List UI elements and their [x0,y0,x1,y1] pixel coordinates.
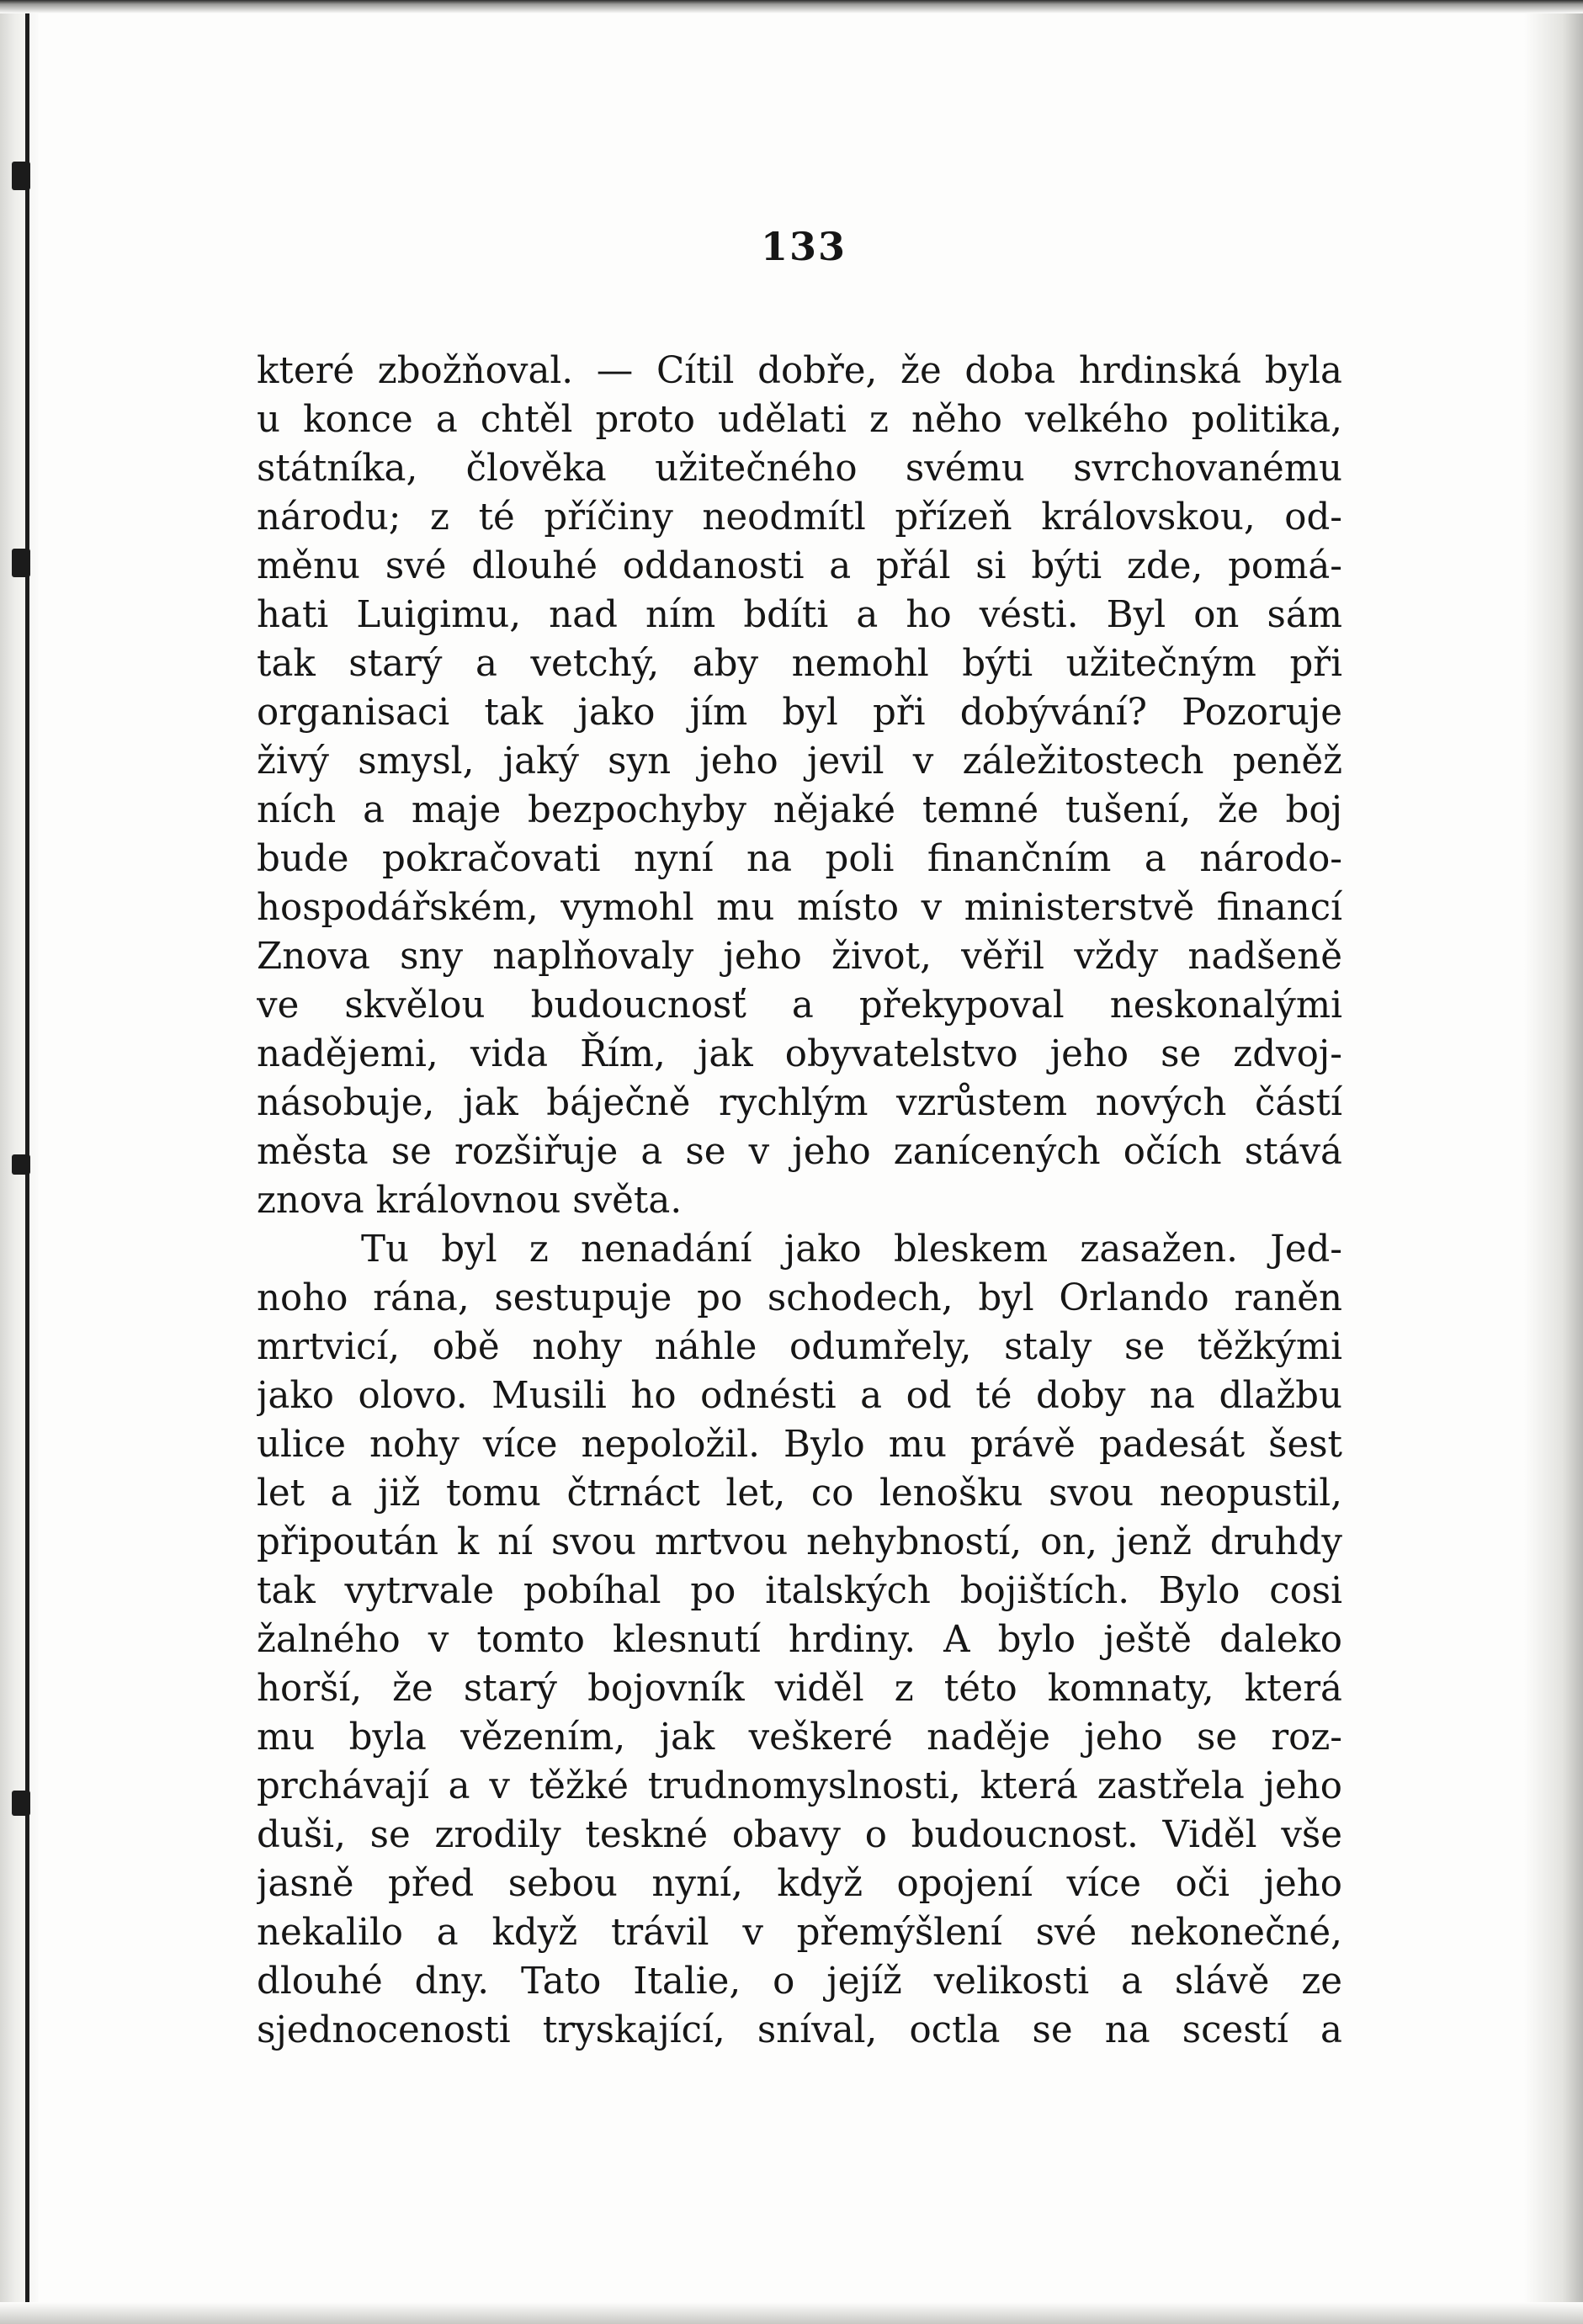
paragraph-start-line: Tu byl z nenadání jako bleskem zasažen. Jed- [361,1228,1342,1271]
text-line: připoután k ní svou mrtvou nehybností, on, jenž druhdy [257,1521,1342,1563]
bottom-page-edge-shadow [0,2302,1583,2324]
text-line: sjednocenosti tryskající, sníval, octla se na scestí a [257,2009,1342,2051]
text-line: tak starý a vetchý, aby nemohl býti užitečným při [257,643,1342,685]
text-line: hospodářském, vymohl mu místo v ministerstvě financí [257,887,1342,929]
text-line: násobuje, jak báječně rychlým vzrůstem nových částí [257,1082,1342,1124]
text-line: nadějemi, vida Řím, jak obyvatelstvo jeho se zdvoj- [257,1033,1342,1075]
text-line: které zbožňoval. — Cítil dobře, že doba hrdinská byla [257,350,1342,392]
text-line: Znova sny naplňovaly jeho život, věřil vždy nadšeně [257,936,1342,978]
text-line: let a již tomu čtrnáct let, co lenošku svou neopustil, [257,1472,1342,1515]
page-number: 133 [760,224,847,269]
text-line: státníka, člověka užitečného svému svrchovanému [257,448,1342,490]
paragraph-end-line: znova královnou světa. [257,1180,683,1222]
text-line: bude pokračovati nyní na poli finančním a národo- [257,838,1342,880]
scan-edge-mark [12,1791,30,1816]
text-line: jasně před sebou nyní, když opojení více oči jeho [257,1863,1342,1905]
text-line: ve skvělou budoucnosť a překypoval neskonalými [257,984,1342,1027]
top-page-edge-shadow [0,0,1583,13]
right-page-edge-shadow [1524,0,1583,2324]
text-line: národu; z té příčiny neodmítl přízeň královskou, od- [257,496,1342,539]
text-line: duši, se zrodily teskné obavy o budoucnost. Viděl vše [257,1814,1342,1856]
text-line: organisaci tak jako jím byl při dobývání? Pozoruje [257,692,1342,734]
text-line: mrtvicí, obě nohy náhle odumřely, staly se těžkými [257,1326,1342,1368]
text-line: žalného v tomto klesnutí hrdiny. A bylo ještě daleko [257,1619,1342,1661]
text-line: města se rozšiřuje a se v jeho zanícených očích stává [257,1131,1342,1173]
scan-edge-mark [12,1154,30,1175]
text-line: ulice nohy více nepoložil. Bylo mu právě padesát šest [257,1424,1342,1466]
text-line: horší, že starý bojovník viděl z této komnaty, která [257,1668,1342,1710]
text-line: měnu své dlouhé oddanosti a přál si býti zde, pomá- [257,545,1342,587]
text-line: hati Luigimu, nad ním bdíti a ho vésti. Byl on sám [257,594,1342,636]
text-line: ních a maje bezpochyby nějaké temné tušení, že boj [257,789,1342,831]
text-line: noho rána, sestupuje po schodech, byl Orlando raněn [257,1277,1342,1319]
text-line: tak vytrvale pobíhal po italských bojištích. Bylo cosi [257,1570,1342,1612]
text-line: dlouhé dny. Tato Italie, o jejíž velikosti a slávě ze [257,1961,1342,2003]
text-line: jako olovo. Musili ho odnésti a od té doby na dlažbu [257,1375,1342,1417]
text-line: živý smysl, jaký syn jeho jevil v záležitostech peněž [257,740,1342,783]
body-text [257,347,1342,2055]
scan-edge-mark [12,549,30,577]
text-line: u konce a chtěl proto udělati z něho velkého politika, [257,399,1342,441]
text-line: nekalilo a když trávil v přemýšlení své nekonečné, [257,1912,1342,1954]
text-line: mu byla vězením, jak veškeré naděje jeho se roz- [257,1716,1342,1759]
text-line: prchávají a v těžké trudnomyslnosti, která zastřela jeho [257,1765,1342,1807]
scan-edge-mark [12,162,30,190]
